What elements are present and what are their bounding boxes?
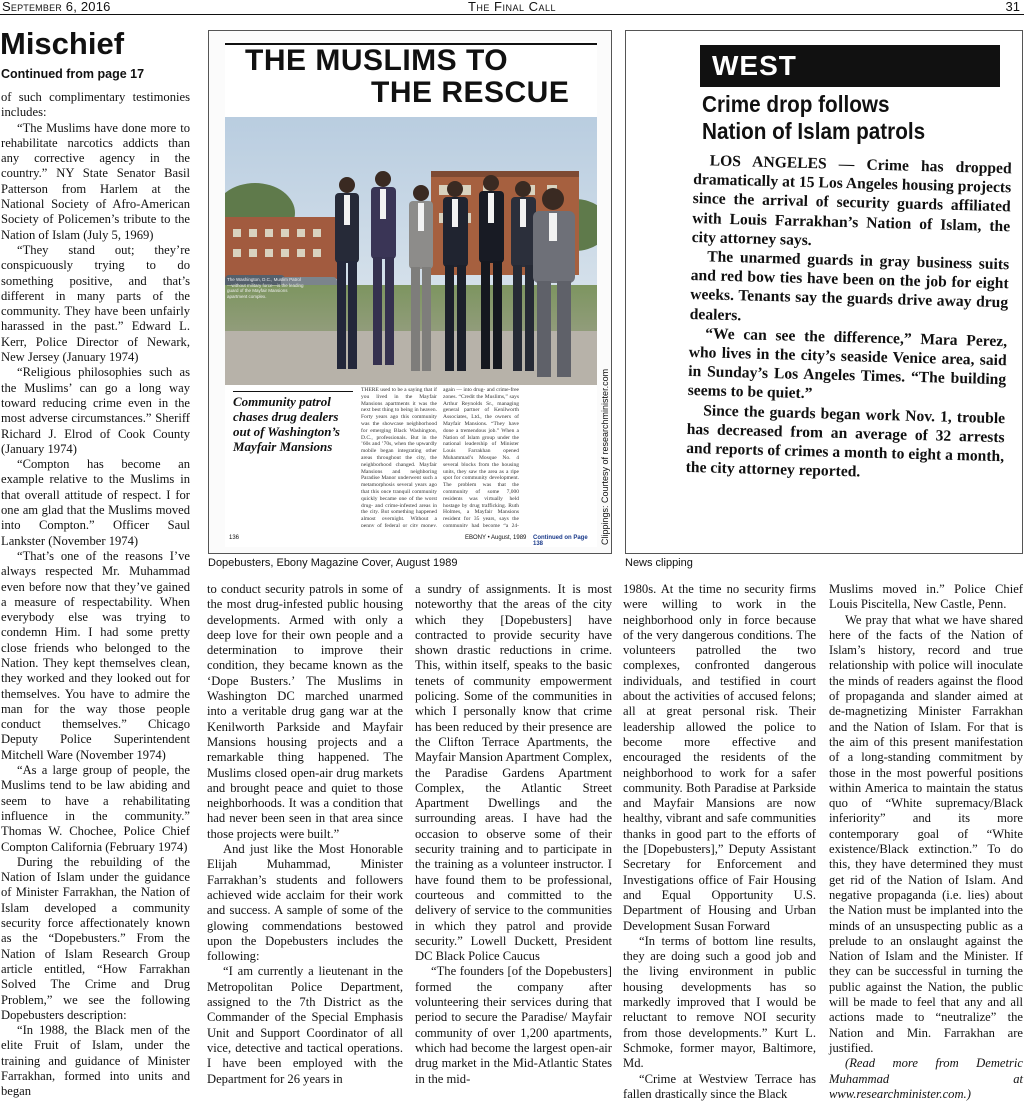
clipping-paragraph: The unarmed guards in gray business suits and red bow ties have been on the job for eight weeks. Tenants say the guards drive away drug dealers. <box>689 248 1010 324</box>
read-more-note: (Read more from Demetric Muhammad at www.researchminister.com.) <box>829 1056 1023 1101</box>
clippings-credit: Clippings: Courtesy of researchminister.com <box>600 368 610 545</box>
continued-from: Continued from page 17 <box>1 67 145 81</box>
article-column-4 <box>623 582 816 1102</box>
paragraph: “The founders [of the Dopebusters] formed the company after volunteering their services during that period to secure the Paradise/ Mayfair community of over 1,200 apartments, which had become the largest open-air drug market in the Mid-Atlantic States in the mid- <box>415 964 612 1086</box>
article-headline: Mischief <box>0 26 125 61</box>
paragraph: “In terms of bottom line results, they are doing such a good job and the living environment in public housing developments has so markedly improved that I would be reluctant to remove NOI security from those developments.” Kurt L. Schmoke, former mayor, Baltimore, Md. <box>623 933 816 1071</box>
masthead <box>0 0 1024 15</box>
section-label-text: WEST <box>712 50 797 81</box>
group-photo <box>225 117 597 385</box>
paragraph: “In 1988, the Black men of the elite Fruit of Islam, under the training and guidance of Minister Farrakhan, formed into units and began <box>1 1023 190 1099</box>
paragraph: During the rebuilding of the Nation of Islam under the guidance of Minister Farrakhan, the Nation of Islam developed a community security force affectionately known as the “Dopebusters.” From the Nation of Islam Research Group article entitled, “How Farrakhan Solved The Crime and Drug Problem,” we see the following Dopebusters description: <box>1 854 190 1022</box>
paragraph: of such complimentary testimonies includes: <box>1 90 190 120</box>
issue-date: September 6, 2016 <box>2 0 111 14</box>
clipping-paragraph: LOS ANGELES — Crime has dropped dramatically at 15 Los Angeles housing projects since the arrival of security guards affiliated with Louis Farrakhan’s Nation of Islam, the city attorney says. <box>691 152 1012 249</box>
figure-caption-clipping: News clipping <box>625 557 693 569</box>
group-photo-image <box>225 117 597 385</box>
clipping-paragraph: Since the guards began work Nov. 1, trouble has decreased from an average of 32 arrests and reports of crimes a month to eight a month, the city attorney reported. <box>685 401 1006 481</box>
article-column-5 <box>829 582 1023 1102</box>
paragraph: a sundry of assignments. It is most noteworthy that the areas of the city which they [Dopebusters] have contracted to provide security have shown drastic reductions in crime. This, within itself, speaks to the basic tenets of community empowerment policing. Some of the communities in which I personally know that crime has been reduced by their presence are the Clifton Terrace Apartments, the Mayfair Mansion Apartment Complex, the Paradise Gardens Apartment Complex, the Atlantic Street Apartment Dwellings and the surrounding areas. I have had the occasion to observe some of their security training and to participate in the training as a volunteer instructor. I have found them to be professional, courteous and committed to the delivery of service to the communities in which they patrol and provide security.” Lowell Duckett, President DC Black Police Caucus <box>415 582 612 964</box>
magazine-text-column-1: THERE used to be a saying that if you lived in the Mayfair Mansions apartments it was the next best thing to being in heaven. Forty years ago this community was the showcase neighborhood for emerging Black Washington, D.C., professionals. But in the ’60s and ’70s, when the upwardly mobile began integrating other areas throughout the city, the neighborhood changed. Mayfair Mansions and neighboring Paradise Manor underwent such a metamorphosis several years ago that this once tranquil community quickly became one of the worst drug- and crime-infested areas in the city. But something happened almost overnight. Without a penny of federal or city money, <box>361 387 437 527</box>
news-clipping <box>626 31 1024 555</box>
paragraph: “As a large group of people, the Muslims tend to be law abiding and seem to have a rehabilitating influence in the community.” Thomas W. Chochee, Police Chief Compton California (February 1974) <box>1 763 190 854</box>
page-number: 31 <box>1005 0 1020 14</box>
paragraph: Muslims moved in.” Police Chief Louis Piscitella, New Castle, Penn. <box>829 582 1023 612</box>
magazine-title-line-1: THE MUSLIMS TO <box>245 44 509 77</box>
magazine-text-column-2: again — into drug- and crime-free zones. “Credit the Muslims,” says Arthur Reynolds Sr., managing general partner of Kenilworth Associates, Ltd., the owners of Mayfair Mansions. “They have done a tremendous job.” When a Nation of Islam group under the national leadership of Minister Louis Farrakhan opened Muhammad’s Mosque No. 4 several blocks from the housing units, they saw the area as a ripe spot for community development. The problem was that the community of some 7,000 residents was virtually held hostage by drug trafficking. Ruth Holmes, a Mayfair Mansions resident for 35 years, says the community had become “a 24- <box>443 387 519 527</box>
paragraph: “Religious philosophies such as the Muslims’ can go a long way toward reducing crime even in the most adverse circumstances.” Sheriff Richard J. Elrod of Cook County (January 1974) <box>1 365 190 456</box>
clipping-body <box>685 151 1011 486</box>
paragraph: 1980s. At the time no security firms were willing to work in the neighborhood only in force because of the very dangerous conditions. The volunteers patrolled the two complexes, confronted dangerous individuals, and testified in court about the activities of accused felons; all at great personal risk. Their leadership allowed the police to become more effective and encouraged the residents of the neighborhood to work for a safer community. Both Paradise at Parkside and Mayfair Mansions are now healthy, vibrant and safe communities thanks in good part to the efforts of the [Dopebusters],” Deputy Assistant Secretary for Enforcement and Investigations office of Fair Housing and Equal Opportunity U.S. Department of Housing and Urban Development Susan Forward <box>623 582 816 933</box>
magazine-title-line-2: THE RESCUE <box>371 76 570 109</box>
paragraph: to conduct security patrols in some of the most drug-infested public housing developments. Armed with only a deep love for their own people and a determination to improve their condition, they became known as the ‘Dope Busters.’ The Muslims in Washington DC marched unarmed into a veritable drug gang war at the Kenilworth Parkside and Mayfair Mansions housing projects and a remarkable thing happened. The Muslims closed open-air drug markets and brought peace and quiet to those neighborhoods. It was a condition that had never been seen in that area since those projects were built.” <box>207 582 403 841</box>
news-clipping-figure <box>625 30 1023 554</box>
article-column-1 <box>1 90 190 1105</box>
paragraph: “I am currently a lieutenant in the Metropolitan Police Department, assigned to the 7th District as the Commander of the Special Emphasis Unit and Support Coordinator of all vice, detective and tactical operations. I have been employed with the Department for 26 years in <box>207 964 403 1086</box>
paragraph: “They stand out; they’re conspicuously trying to do something positive, and that’s different in many parts of the community. They have been unfairly harassed in the past.” Edward L. Kerr, Police Director of Newark, New Jersey (January 1974) <box>1 242 190 365</box>
paragraph: “Compton has become an example relative to the Muslims in that overall attitude of respect. I for one am glad that the Muslims moved into Compton.” Officer Saul Lankster (November 1974) <box>1 457 190 548</box>
paragraph: “Crime at Westview Terrace has fallen drastically since the Black <box>623 1071 816 1101</box>
figure-caption-ebony: Dopebusters, Ebony Magazine Cover, August 1989 <box>208 557 458 569</box>
magazine-issue: EBONY • August, 1989 <box>465 535 527 541</box>
photo-caption: The Washington, D.C., Muslim Patrol—without military force—is the leading guard of the Mayfair Mansions apartment complex. <box>227 277 304 299</box>
article-column-3 <box>415 582 612 1087</box>
magazine-page <box>225 41 597 547</box>
magazine-subhead: Community patrol chases drug dealers out of Washington’s Mayfair Mansions <box>233 391 353 454</box>
clipping-headline: Crime drop follows Nation of Islam patrols <box>702 91 926 144</box>
paragraph: And just like the Most Honorable Elijah Muhammad, Minister Farrakhan’s students and followers achieved wide acclaim for their work and success. A sample of some of the glowing commendations bestowed upon the Dopebusters includes the following: <box>207 842 403 964</box>
clipping-paragraph: “We can see the difference,” Mara Perez, who lives in the city’s seaside Venice area, said in Sunday’s Los Angeles Times. “The building seems to be quiet.” <box>687 325 1008 403</box>
paragraph: We pray that what we have shared here of the facts of the Nation of Islam’s history, record and true relationship with police will inoculate the minds of readers against the flood of propaganda and slander aimed at de-magnetizing Minister Farrakhan and the Nation of Islam. For that is the aim of this present manifestation of a long-standing commitment by those in the most powerful positions within America to maintain the status quo of “White supremacy/Black inferiority” and its more contemporary goal of “White existence/Black extinction.” To do this, they have determined they must get rid of the Nation of Islam. And negative propaganda (i.e. lies) about the Nation must be implanted into the minds of an unsuspecting public as a prelude to an onslaught against the Nation of Islam and the Minister. If they can be successful in turning the public against the Nation, the public will be made to feel that any and all actions made to “neutralize” the Nation and Min. Farrakhan are justified. <box>829 612 1023 1055</box>
paragraph: “That’s one of the reasons I’ve always respected Mr. Muhammad even before now that they’ve gained a measure of respectability. When everybody else was trying to condemn Him. I had some pretty close friends who belonged to the Nation. They kept themselves clean, they worked and they looked out for themselves. You have to admire the man for the way those people conduct themselves.” Chicago Deputy Police Superintendent Mitchell Ware (November 1974) <box>1 548 190 762</box>
magazine-page-number: 136 <box>229 535 240 541</box>
paragraph: “The Muslims have done more to rehabilitate narcotics addicts than any corrective agency in the country.” NY State Senator Basil Patterson from Harlem at the National Society of Afro-American Society of Policemen’s tribute to the Nation of Islam (July 5, 1969) <box>1 120 190 242</box>
publication-name: The Final Call <box>467 0 557 14</box>
article-column-2 <box>207 582 403 1087</box>
section-label <box>700 45 1000 87</box>
magazine-continued: Continued on Page 138 <box>533 535 588 547</box>
ebony-magazine-figure <box>208 30 612 554</box>
